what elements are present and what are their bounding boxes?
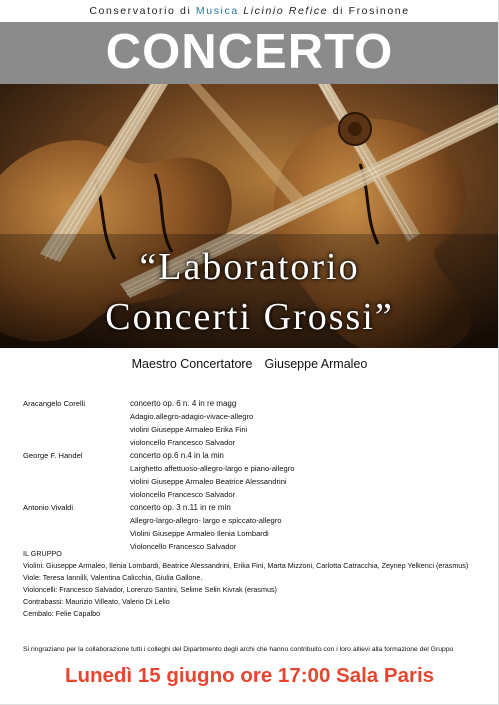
program-item <box>23 501 493 553</box>
work-movements: Larghetto affettuoso-allegro-largo e piano-allegro <box>130 464 295 473</box>
violins-image <box>0 84 499 348</box>
header-suffix: di Frosinone <box>332 5 410 17</box>
work-movements: Allegro-largo-allegro- largo e spiccato-allegro <box>130 516 282 525</box>
ensemble-cellos: Violoncelli: Francesco Salvador, Lorenzo Santini, Selime Selin Kivrak (erasmus) <box>23 585 277 594</box>
header-name: Licinio Refice <box>243 5 329 17</box>
ensemble-heading: IL GRUPPO <box>23 549 62 558</box>
work-violins: violini Giuseppe Armaleo Erika Fini <box>130 425 248 434</box>
work-title: concerto op. 3 n.11 in re min <box>130 503 231 512</box>
header-prefix: Conservatorio di <box>89 5 196 17</box>
maestro-role: Maestro Concertatore <box>131 357 253 371</box>
work-movements: Adagio.allegro-adagio-vivace-allegro <box>130 412 254 421</box>
work-cello: Violoncello Francesco Salvador <box>130 542 237 551</box>
subtitle-line-2: Concerti Grossi” <box>105 296 394 338</box>
ensemble-basses: Contrabassi: Maurizio Villeato, Valerio Di Lelio <box>23 597 170 606</box>
event-date: Lunedì 15 giugno ore 17:00 Sala Paris <box>64 664 435 687</box>
ensemble-violins: Violini: Giuseppe Armaleo, Ilenia Lombardi, Beatrice Alessandrini, Erika Fini, Marta Mizzoni, Carlotta Catracchia, Zeynep Yelkenci (erasmus) <box>23 561 469 570</box>
maestro-line <box>0 355 499 373</box>
conservatory-header <box>0 0 499 22</box>
work-cello: violoncello Francesco Salvador <box>130 438 236 447</box>
ensemble-harpsichord: Cembalo: Felie Capalbo <box>23 609 101 618</box>
work-violins: violini Giuseppe Armaleo Beatrice Alessandrini <box>130 477 287 486</box>
program-item <box>23 397 493 449</box>
ensemble-list <box>23 548 493 620</box>
program-list <box>23 397 493 553</box>
subtitle-line-1: “Laboratorio <box>139 246 360 288</box>
work-title: concerto op.6 n.4 in la min <box>130 451 224 460</box>
work-violins: Violini Giuseppe Armaleo Ilenia Lombardi <box>130 529 269 538</box>
acknowledgement: Si ringraziano per la collaborazione tutti i colleghi del Dipartimento degli archi che hanno contribuito con i loro allievi alla formazione del Gruppo <box>23 646 454 653</box>
work-cello: violoncello Francesco Salvador <box>130 490 236 499</box>
composer-name: Antonio Vivaldi <box>23 503 74 512</box>
ensemble-violas: Viole: Teresa Iannilli, Valentina Calicchia, Giulia Gallone. <box>23 573 203 582</box>
composer-name: Aracangelo Corelli <box>23 399 86 408</box>
header-musica: Musica <box>195 5 239 17</box>
title-banner <box>0 22 499 84</box>
maestro-name: Giuseppe Armaleo <box>264 357 368 371</box>
program-item <box>23 449 493 501</box>
concert-title: CONCERTO <box>105 25 394 79</box>
work-title: concerto op. 6 n. 4 in re magg <box>130 399 237 408</box>
composer-name: George F. Handel <box>23 451 83 460</box>
